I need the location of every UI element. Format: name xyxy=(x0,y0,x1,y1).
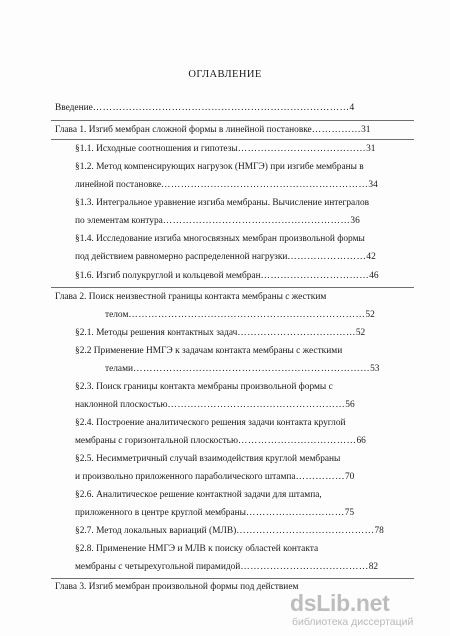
toc-entry: Глава 2. Поиск неизвестной границы контакта мембраны с жестким xyxy=(55,292,327,302)
toc-entry: под действием равномерно распределенной нагрузки……………………42 xyxy=(75,252,376,262)
toc-entry: Глава 1. Изгиб мембран сложной формы в линейной постановке……………31 xyxy=(55,125,371,135)
toc-entry: §2.2 Применение НМГЭ к задачам контакта мембраны с жесткими xyxy=(75,346,343,356)
toc-entry: телом………………………………………………………………52 xyxy=(105,310,375,320)
toc-entry: мембраны с четырехугольной пирамидой…………………………………82 xyxy=(75,562,379,572)
toc-entry: §1.2. Метод компенсирующих нагрузок (НМГЭ) при изгибе мембраны в xyxy=(75,162,364,172)
toc-entry: §1.3. Интегральное уравнение изгиба мембраны. Вычисление интегралов xyxy=(75,198,370,208)
site-logo: dsLib.net xyxy=(290,590,390,616)
toc-entry: Глава 3. Изгиб мембран произвольной формы под действием xyxy=(55,582,299,592)
toc-entry: §1.4. Исследование изгиба многосвязных мембран произвольной формы xyxy=(75,234,365,244)
toc-entry: наклонной плоскостью………………………………………………56 xyxy=(75,400,355,410)
watermark xyxy=(290,590,440,630)
toc-entry: мембраны с горизонтальной плоскостью………………………………66 xyxy=(75,436,366,446)
toc-entry: линейной постановке………………………………………………………34 xyxy=(75,180,378,190)
toc-entry: §2.6. Аналитическое решение контактной задачи для штампа, xyxy=(75,490,322,500)
toc-entry: Введение……………………………………………………………………4 xyxy=(55,103,355,113)
toc-entry: §1.6. Изгиб полукруглой и кольцевой мембран……………………………46 xyxy=(75,271,379,281)
toc-entry: §2.3. Поиск границы контакта мембраны произвольной формы с xyxy=(75,382,333,392)
toc-entry: по элементам контура…………………………………………………36 xyxy=(75,216,360,226)
toc-entry: §2.1. Методы решения контактных задач………………………………52 xyxy=(75,328,366,338)
divider-line xyxy=(51,287,414,288)
divider-line xyxy=(51,120,414,121)
toc-entry: приложенного в центре круглой мембраны…………………………75 xyxy=(75,508,355,518)
toc-entry: §1.1. Исходные соотношения и гипотезы…………………………………31 xyxy=(75,144,376,154)
watermark-subtitle: библиотека диссертаций xyxy=(292,616,414,628)
toc-entry: §2.8. Применение НМГЭ и МЛВ к поиску областей контакта xyxy=(75,544,319,554)
page-title: ОГЛАВЛЕНИЕ xyxy=(188,69,262,80)
toc-entry: и произвольно приложенного параболического штампа……………70 xyxy=(75,472,355,482)
toc-entry: §2.4. Построение аналитического решения задачи контакта круглой xyxy=(75,418,346,428)
toc-entry: телами………………………………………………………………53 xyxy=(105,364,380,374)
toc-entry: §2.7. Метод локальных вариаций (МЛВ)……………………………………78 xyxy=(75,526,384,536)
divider-line xyxy=(51,139,414,140)
divider-line xyxy=(51,578,414,579)
toc-entry: §2.5. Несимметричный случай взаимодействия круглой мембраны xyxy=(75,454,341,464)
